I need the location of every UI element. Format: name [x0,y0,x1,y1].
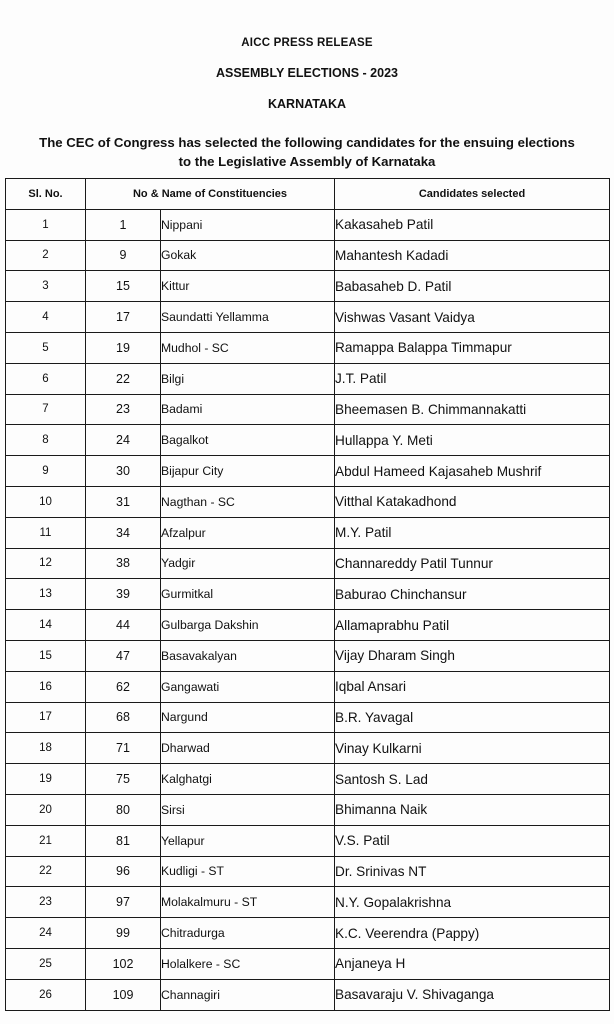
candidate-name-cell: Channareddy Patil Tunnur [335,548,610,579]
candidate-name-cell: Dr. Srinivas NT [335,856,610,887]
header-sl-no: Sl. No. [6,179,86,210]
table-row [6,209,610,240]
constituency-number-cell: 17 [86,302,161,333]
table-row [6,456,610,487]
serial-number-cell: 18 [6,733,86,764]
candidate-name-cell: K.C. Veerendra (Pappy) [335,918,610,949]
candidate-name-cell: Hullappa Y. Meti [335,425,610,456]
constituency-number-cell: 102 [86,948,161,979]
table-row [6,702,610,733]
serial-number-cell: 25 [6,948,86,979]
serial-number-cell: 24 [6,918,86,949]
serial-number-cell: 23 [6,887,86,918]
constituency-name-cell: Molakalmuru - ST [161,887,335,918]
intro-line-1: The CEC of Congress has selected the following candidates for the ensuing elections [39,135,575,150]
candidate-name-cell: Iqbal Ansari [335,671,610,702]
candidate-name-cell: Babasaheb D. Patil [335,271,610,302]
intro-line-2: to the Legislative Assembly of Karnataka [178,154,436,169]
serial-number-cell: 4 [6,302,86,333]
candidate-name-cell: Bheemasen B. Chimmannakatti [335,394,610,425]
serial-number-cell: 21 [6,825,86,856]
serial-number-cell: 17 [6,702,86,733]
table-row [6,240,610,271]
candidate-name-cell: Basavaraju V. Shivaganga [335,979,610,1010]
table-row [6,979,610,1010]
candidate-name-cell: V.S. Patil [335,825,610,856]
constituency-number-cell: 1 [86,209,161,240]
table-row [6,733,610,764]
constituency-number-cell: 71 [86,733,161,764]
state-name: KARNATAKA [268,97,346,111]
table-row [6,517,610,548]
constituency-name-cell: Nargund [161,702,335,733]
header-candidates: Candidates selected [335,179,610,210]
table-body [6,209,610,1010]
constituency-name-cell: Sirsi [161,794,335,825]
serial-number-cell: 10 [6,486,86,517]
constituency-number-cell: 47 [86,640,161,671]
candidate-name-cell: Vitthal Katakadhond [335,486,610,517]
constituency-number-cell: 19 [86,332,161,363]
serial-number-cell: 19 [6,764,86,795]
constituency-name-cell: Gulbarga Dakshin [161,610,335,641]
table-row [6,271,610,302]
constituency-number-cell: 9 [86,240,161,271]
table-row [6,363,610,394]
constituency-name-cell: Afzalpur [161,517,335,548]
constituency-name-cell: Chitradurga [161,918,335,949]
election-title: ASSEMBLY ELECTIONS - 2023 [215,66,398,80]
candidates-table [5,178,610,1011]
constituency-name-cell: Gurmitkal [161,579,335,610]
constituency-name-cell: Nagthan - SC [161,486,335,517]
candidate-name-cell: J.T. Patil [335,363,610,394]
constituency-number-cell: 97 [86,887,161,918]
constituency-name-cell: Bijapur City [161,456,335,487]
candidate-name-cell: Allamaprabhu Patil [335,610,610,641]
candidate-name-cell: B.R. Yavagal [335,702,610,733]
constituency-name-cell: Gokak [161,240,335,271]
serial-number-cell: 6 [6,363,86,394]
constituency-number-cell: 34 [86,517,161,548]
serial-number-cell: 13 [6,579,86,610]
table-row [6,579,610,610]
candidate-name-cell: Kakasaheb Patil [335,209,610,240]
table-header-row [6,179,610,210]
constituency-name-cell: Yellapur [161,825,335,856]
serial-number-cell: 7 [6,394,86,425]
serial-number-cell: 15 [6,640,86,671]
serial-number-cell: 26 [6,979,86,1010]
constituency-number-cell: 109 [86,979,161,1010]
serial-number-cell: 5 [6,332,86,363]
table-row [6,640,610,671]
constituency-number-cell: 80 [86,794,161,825]
candidate-name-cell: N.Y. Gopalakrishna [335,887,610,918]
constituency-name-cell: Badami [161,394,335,425]
table-row [6,825,610,856]
serial-number-cell: 14 [6,610,86,641]
table-row [6,548,610,579]
constituency-number-cell: 23 [86,394,161,425]
constituency-name-cell: Kudligi - ST [161,856,335,887]
candidate-name-cell: Santosh S. Lad [335,764,610,795]
serial-number-cell: 22 [6,856,86,887]
constituency-number-cell: 30 [86,456,161,487]
table-row [6,671,610,702]
serial-number-cell: 1 [6,209,86,240]
constituency-name-cell: Yadgir [161,548,335,579]
constituency-number-cell: 96 [86,856,161,887]
table-row [6,302,610,333]
candidate-name-cell: M.Y. Patil [335,517,610,548]
constituency-number-cell: 44 [86,610,161,641]
constituency-name-cell: Saundatti Yellamma [161,302,335,333]
table-row [6,794,610,825]
constituency-name-cell: Holalkere - SC [161,948,335,979]
constituency-name-cell: Gangawati [161,671,335,702]
serial-number-cell: 11 [6,517,86,548]
serial-number-cell: 3 [6,271,86,302]
constituency-number-cell: 62 [86,671,161,702]
header-constituencies: No & Name of Constituencies [86,179,335,210]
candidate-name-cell: Anjaneya H [335,948,610,979]
serial-number-cell: 20 [6,794,86,825]
table-row [6,948,610,979]
constituency-name-cell: Bilgi [161,363,335,394]
constituency-name-cell: Mudhol - SC [161,332,335,363]
table-row [6,332,610,363]
constituency-number-cell: 22 [86,363,161,394]
constituency-number-cell: 75 [86,764,161,795]
table-row [6,394,610,425]
constituency-number-cell: 81 [86,825,161,856]
constituency-number-cell: 68 [86,702,161,733]
table-row [6,918,610,949]
table-row [6,856,610,887]
candidate-name-cell: Baburao Chinchansur [335,579,610,610]
serial-number-cell: 9 [6,456,86,487]
candidate-name-cell: Abdul Hameed Kajasaheb Mushrif [335,456,610,487]
table-row [6,425,610,456]
constituency-number-cell: 38 [86,548,161,579]
serial-number-cell: 2 [6,240,86,271]
table-row [6,610,610,641]
constituency-number-cell: 24 [86,425,161,456]
serial-number-cell: 8 [6,425,86,456]
press-release-label: AICC PRESS RELEASE [241,37,373,49]
serial-number-cell: 12 [6,548,86,579]
candidate-name-cell: Vishwas Vasant Vaidya [335,302,610,333]
constituency-name-cell: Kalghatgi [161,764,335,795]
candidate-name-cell: Bhimanna Naik [335,794,610,825]
constituency-number-cell: 39 [86,579,161,610]
constituency-name-cell: Channagiri [161,979,335,1010]
intro-text [0,133,614,171]
table-row [6,764,610,795]
table-row [6,887,610,918]
candidate-name-cell: Ramappa Balappa Timmapur [335,332,610,363]
constituency-name-cell: Nippani [161,209,335,240]
constituency-number-cell: 31 [86,486,161,517]
candidate-name-cell: Mahantesh Kadadi [335,240,610,271]
serial-number-cell: 16 [6,671,86,702]
constituency-name-cell: Dharwad [161,733,335,764]
table-row [6,486,610,517]
constituency-name-cell: Kittur [161,271,335,302]
constituency-number-cell: 99 [86,918,161,949]
constituency-number-cell: 15 [86,271,161,302]
candidate-name-cell: Vijay Dharam Singh [335,640,610,671]
constituency-name-cell: Bagalkot [161,425,335,456]
constituency-name-cell: Basavakalyan [161,640,335,671]
candidate-name-cell: Vinay Kulkarni [335,733,610,764]
